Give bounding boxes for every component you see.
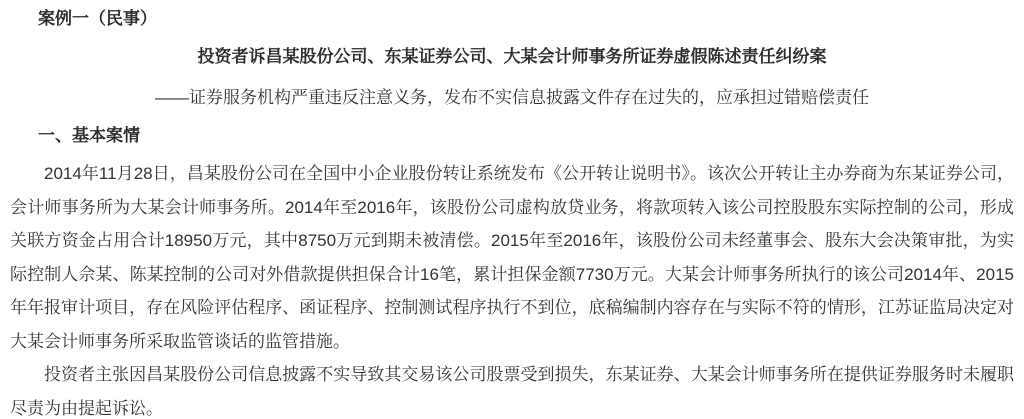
section-heading-basic-facts: 一、基本案情 [38, 126, 140, 145]
case-title: 投资者诉昌某股份公司、东某证券公司、大某会计师事务所证券虚假陈述责任纠纷案 [197, 47, 827, 66]
case-subtitle: ——证券服务机构严重违反注意义务，发布不实信息披露文件存在过失的，应承担过错赔偿责任 [155, 88, 869, 107]
paragraph-basic-facts-2: 投资者主张因昌某股份公司信息披露不实导致其交易该公司股票受到损失，东某证券、大某会计师事务所在提供证券服务时未履职尽责为由提起诉讼。 [10, 365, 1014, 418]
paragraph-basic-facts-1: 2014年11月28日，昌某股份公司在全国中小企业股份转让系统发布《公开转让说明书》。该次公开转让主办券商为东某证券公司，会计师事务所为大某会计师事务所。2014年至2016年，该股份公司虚构放贷业务，将款项转入该公司控股股东实际控制的公司，形成关联方资金占用合计18950万元，其中8750万元到期未被清偿。2015年至2016年，该股份公司未经董事会、股东大会决策审批，为实际控制人佘某、陈某控制的公司对外借款提供担保合计16笔，累计担保金额7730万元。大某会计师事务所执行的该公司2014年、2015年年报审计项目，存在风险评估程序、函证程序、控制测试程序执行不到位，底稿编制内容存在与实际不符的情形，江苏证监局决定对大某会计师事务所采取监管谈话的监管措施。 [10, 164, 1014, 351]
case-label: 案例一（民事） [38, 9, 157, 28]
